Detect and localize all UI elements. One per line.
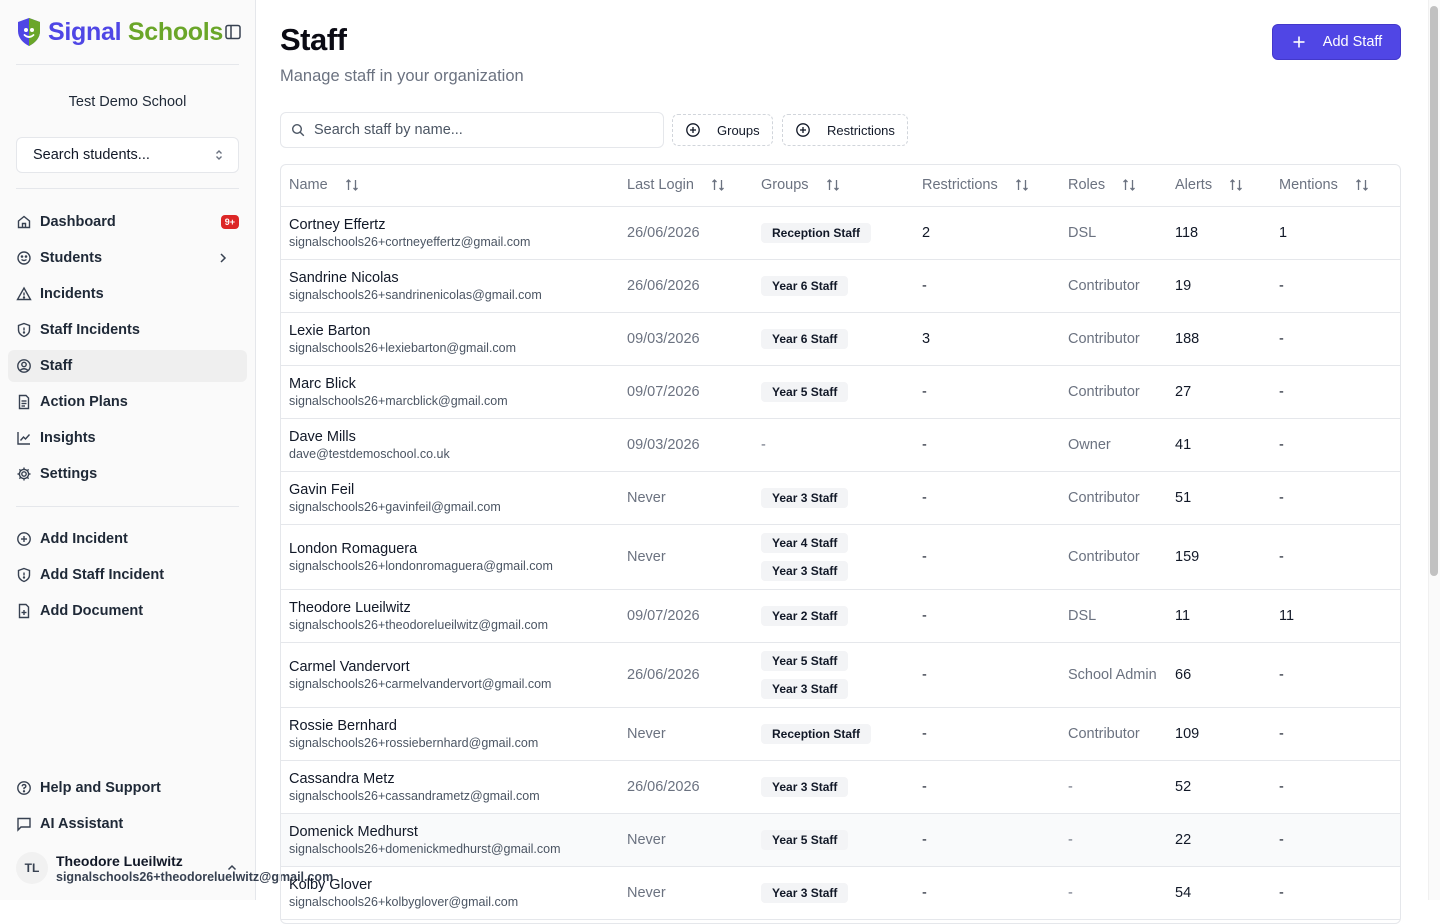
brand-name-part-2: Schools xyxy=(121,17,224,46)
nav-staff-incidents[interactable] xyxy=(8,314,247,346)
cell-role: Contributor xyxy=(1060,471,1167,524)
group-chips xyxy=(761,327,914,351)
student-search-combobox[interactable] xyxy=(16,137,239,173)
group-chip: Year 3 Staff xyxy=(761,561,848,581)
cell-mentions: - xyxy=(1271,418,1400,471)
nav-help-support[interactable] xyxy=(8,772,247,804)
group-chip: Year 5 Staff xyxy=(761,651,848,671)
cell-name xyxy=(281,206,619,259)
group-chips xyxy=(761,828,914,852)
user-info xyxy=(56,852,334,884)
cell-name xyxy=(281,642,619,707)
nav-incidents[interactable] xyxy=(8,278,247,310)
cell-restrictions: - xyxy=(914,418,1060,471)
staff-name: Carmel Vandervort xyxy=(289,658,410,675)
cell-groups xyxy=(753,418,914,471)
file-plus-icon xyxy=(16,603,32,619)
cell-role: Owner xyxy=(1060,418,1167,471)
staff-search-box xyxy=(280,112,664,148)
group-chips xyxy=(761,881,914,905)
cell-last-login: Never xyxy=(619,524,753,589)
cell-restrictions: - xyxy=(914,589,1060,642)
student-search-label: Search students... xyxy=(33,147,150,163)
cell-role: Contributor xyxy=(1060,259,1167,312)
cell-restrictions: - xyxy=(914,866,1060,919)
cell-restrictions: - xyxy=(914,707,1060,760)
column-header-label: Groups xyxy=(761,177,809,194)
sidebar-toggle-icon[interactable] xyxy=(224,23,242,41)
sidebar-divider xyxy=(16,64,239,65)
column-header-inner xyxy=(1279,177,1400,193)
sort-arrows-icon xyxy=(1121,177,1137,193)
alerts-badge: 9+ xyxy=(221,215,239,229)
page-title: Staff xyxy=(280,22,347,57)
staff-name: Domenick Medhurst xyxy=(289,823,418,840)
nav-label: Students xyxy=(40,250,103,266)
cell-name xyxy=(281,312,619,365)
sort-arrows-icon xyxy=(1354,177,1370,193)
cell-groups xyxy=(753,524,914,589)
column-header-label: Roles xyxy=(1068,177,1106,194)
staff-name: Marc Blick xyxy=(289,375,356,392)
group-chip: Reception Staff xyxy=(761,223,871,243)
column-header-label: Mentions xyxy=(1279,177,1338,194)
column-header-restrictions[interactable] xyxy=(914,165,1060,206)
chevron-right-icon xyxy=(215,250,231,266)
nav-label: Help and Support xyxy=(40,780,161,796)
page-scrollbar-thumb[interactable] xyxy=(1430,6,1438,576)
group-chips xyxy=(761,722,914,746)
column-header-alerts[interactable] xyxy=(1167,165,1271,206)
nav-label: Insights xyxy=(40,430,96,446)
cell-groups xyxy=(753,312,914,365)
shield-plus-icon xyxy=(16,567,32,583)
sort-arrows-icon xyxy=(344,177,360,193)
nav-add-incident[interactable] xyxy=(8,523,247,555)
column-header-groups[interactable] xyxy=(753,165,914,206)
cell-last-login: 09/07/2026 xyxy=(619,589,753,642)
nav-label: Staff Incidents xyxy=(40,322,140,338)
search-icon xyxy=(291,123,305,137)
cell-groups xyxy=(753,206,914,259)
cell-restrictions: - xyxy=(914,471,1060,524)
cell-role: - xyxy=(1060,813,1167,866)
brand[interactable] xyxy=(16,16,223,48)
avatar: TL xyxy=(16,852,48,884)
cell-name xyxy=(281,259,619,312)
column-header-label: Name xyxy=(289,177,328,194)
restrictions-filter-button[interactable] xyxy=(782,114,908,146)
add-staff-button[interactable] xyxy=(1272,24,1401,60)
group-chip: Year 3 Staff xyxy=(761,883,848,903)
cell-groups xyxy=(753,259,914,312)
cell-role: Contributor xyxy=(1060,312,1167,365)
cell-groups xyxy=(753,813,914,866)
table-row[interactable] xyxy=(281,642,1400,707)
staff-email: signalschools26+domenickmedhurst@gmail.com xyxy=(289,841,561,856)
cell-mentions: - xyxy=(1271,760,1400,813)
school-name: Test Demo School xyxy=(68,94,187,110)
staff-email: signalschools26+lexiebarton@gmail.com xyxy=(289,340,517,355)
nav-label: Action Plans xyxy=(40,394,128,410)
table-row[interactable] xyxy=(281,206,1400,259)
group-chip: Year 2 Staff xyxy=(761,606,848,626)
cell-mentions: 11 xyxy=(1271,589,1400,642)
cell-mentions: - xyxy=(1271,866,1400,919)
plus-circle-icon xyxy=(685,122,701,138)
cell-restrictions: - xyxy=(914,760,1060,813)
staff-email: signalschools26+rossiebernhard@gmail.com xyxy=(289,735,539,750)
table-row[interactable] xyxy=(281,524,1400,589)
cell-mentions: - xyxy=(1271,259,1400,312)
cell-last-login: 09/07/2026 xyxy=(619,365,753,418)
shield-icon xyxy=(16,322,32,338)
cell-role: DSL xyxy=(1060,589,1167,642)
column-header-label: Alerts xyxy=(1175,177,1213,194)
staff-name: Gavin Feil xyxy=(289,481,355,498)
nav-label: Add Incident xyxy=(40,531,128,547)
staff-email: signalschools26+carmelvandervort@gmail.com xyxy=(289,676,552,691)
table-row[interactable] xyxy=(281,259,1400,312)
sort-arrows-icon xyxy=(1014,177,1030,193)
filter-label: Groups xyxy=(717,122,760,138)
plus-circle-icon xyxy=(16,531,32,547)
cell-role: - xyxy=(1060,760,1167,813)
column-header-roles[interactable] xyxy=(1060,165,1167,206)
column-header-label: Last Login xyxy=(627,177,694,194)
table-header xyxy=(281,165,1400,206)
cell-name xyxy=(281,589,619,642)
cell-groups xyxy=(753,471,914,524)
staff-name: Dave Mills xyxy=(289,428,356,445)
cell-alerts: 19 xyxy=(1167,259,1271,312)
cell-role: DSL xyxy=(1060,206,1167,259)
cell-name xyxy=(281,524,619,589)
staff-name: Sandrine Nicolas xyxy=(289,269,399,286)
cell-name xyxy=(281,760,619,813)
cell-last-login: Never xyxy=(619,813,753,866)
line-chart-icon xyxy=(16,430,32,446)
nav-add-staff-incident[interactable] xyxy=(8,559,247,591)
user-email: signalschools26+theodoreluelwitz@gmail.com xyxy=(56,869,334,884)
cell-last-login: 26/06/2026 xyxy=(619,206,753,259)
cell-mentions: - xyxy=(1271,642,1400,707)
cell-name xyxy=(281,365,619,418)
cell-role: - xyxy=(1060,866,1167,919)
nav-dashboard[interactable] xyxy=(8,206,247,238)
cell-name xyxy=(281,813,619,866)
cell-last-login: 26/06/2026 xyxy=(619,760,753,813)
cell-alerts: 51 xyxy=(1167,471,1271,524)
cell-restrictions: - xyxy=(914,524,1060,589)
cell-groups xyxy=(753,760,914,813)
cell-alerts: 27 xyxy=(1167,365,1271,418)
staff-name: London Romaguera xyxy=(289,540,418,557)
cell-groups xyxy=(753,365,914,418)
group-chips xyxy=(761,221,914,245)
group-chip: Year 3 Staff xyxy=(761,777,848,797)
table-row[interactable] xyxy=(281,813,1400,866)
table-row[interactable] xyxy=(281,418,1400,471)
user-menu[interactable] xyxy=(16,848,334,888)
file-text-icon xyxy=(16,394,32,410)
column-header-mentions[interactable] xyxy=(1271,165,1400,206)
cell-groups xyxy=(753,642,914,707)
staff-email: signalschools26+londonromaguera@gmail.com xyxy=(289,558,553,573)
cell-groups xyxy=(753,707,914,760)
staff-email: signalschools26+cortneyeffertz@gmail.com xyxy=(289,234,531,249)
group-chips xyxy=(761,775,914,799)
brand-name xyxy=(48,18,223,47)
cell-mentions: - xyxy=(1271,524,1400,589)
cell-alerts: 188 xyxy=(1167,312,1271,365)
group-chips xyxy=(761,486,914,510)
user-name: Theodore Lueilwitz xyxy=(56,852,183,869)
plus-circle-icon xyxy=(795,122,811,138)
cell-groups xyxy=(753,589,914,642)
group-chip: Year 4 Staff xyxy=(761,533,848,553)
gear-icon xyxy=(16,466,32,482)
sort-arrows-icon xyxy=(825,177,841,193)
cell-alerts: 41 xyxy=(1167,418,1271,471)
cell-last-login: 26/06/2026 xyxy=(619,642,753,707)
nav-add-document[interactable] xyxy=(8,595,247,627)
nav-label: Add Document xyxy=(40,603,144,619)
smile-icon xyxy=(16,250,32,266)
group-chip: Year 3 Staff xyxy=(761,679,848,699)
home-icon xyxy=(16,214,32,230)
group-chips xyxy=(761,274,914,298)
group-chip: Year 3 Staff xyxy=(761,488,848,508)
help-circle-icon xyxy=(16,780,32,796)
column-header-inner xyxy=(922,177,1060,193)
table-row[interactable] xyxy=(281,760,1400,813)
cell-restrictions: 2 xyxy=(914,206,1060,259)
cell-alerts: 11 xyxy=(1167,589,1271,642)
cell-restrictions: - xyxy=(914,813,1060,866)
staff-table xyxy=(281,165,1400,920)
nav-label: Dashboard xyxy=(40,214,116,230)
group-chip: Reception Staff xyxy=(761,724,871,744)
nav-ai-assistant[interactable] xyxy=(8,808,247,840)
staff-email: signalschools26+theodorelueilwitz@gmail.com xyxy=(289,617,549,632)
column-header-inner xyxy=(761,177,914,193)
sidebar-divider xyxy=(16,506,239,507)
nav-insights[interactable] xyxy=(8,422,247,454)
staff-name: Lexie Barton xyxy=(289,322,371,339)
staff-name: Rossie Bernhard xyxy=(289,717,397,734)
cell-alerts: 22 xyxy=(1167,813,1271,866)
staff-email: signalschools26+kolbyglover@gmail.com xyxy=(289,894,519,909)
column-header-inner xyxy=(627,177,753,193)
group-chips xyxy=(761,649,914,701)
staff-search-input[interactable] xyxy=(314,122,644,138)
cell-name xyxy=(281,707,619,760)
cell-alerts: 52 xyxy=(1167,760,1271,813)
group-chip: Year 5 Staff xyxy=(761,382,848,402)
staff-email: signalschools26+sandrinenicolas@gmail.com xyxy=(289,287,542,302)
chevron-up-icon xyxy=(225,861,239,875)
cell-mentions: 1 xyxy=(1271,206,1400,259)
nav-label: Incidents xyxy=(40,286,104,302)
cell-mentions: - xyxy=(1271,471,1400,524)
cell-last-login: 09/03/2026 xyxy=(619,312,753,365)
table-row[interactable] xyxy=(281,589,1400,642)
filter-label: Restrictions xyxy=(827,122,895,138)
cell-restrictions: - xyxy=(914,365,1060,418)
nav-staff[interactable] xyxy=(8,350,247,382)
table-row[interactable] xyxy=(281,365,1400,418)
cell-last-login: 09/03/2026 xyxy=(619,418,753,471)
cell-name xyxy=(281,866,619,919)
staff-email: signalschools26+marcblick@gmail.com xyxy=(289,393,508,408)
group-chips xyxy=(761,604,914,628)
shield-logo-icon xyxy=(16,17,42,47)
staff-name: Cassandra Metz xyxy=(289,770,395,787)
column-header-last-login[interactable] xyxy=(619,165,753,206)
cell-last-login: Never xyxy=(619,471,753,524)
cell-groups xyxy=(753,866,914,919)
group-chip: Year 6 Staff xyxy=(761,276,848,296)
cell-mentions: - xyxy=(1271,707,1400,760)
message-square-icon xyxy=(16,816,32,832)
add-staff-label: Add Staff xyxy=(1322,34,1383,50)
column-header-inner xyxy=(1175,177,1271,193)
cell-alerts: 159 xyxy=(1167,524,1271,589)
page-subtitle: Manage staff in your organization xyxy=(280,67,524,85)
nav-label: Add Staff Incident xyxy=(40,567,165,583)
sidebar-divider xyxy=(16,188,239,189)
cell-last-login: 26/06/2026 xyxy=(619,259,753,312)
nav-label: AI Assistant xyxy=(40,816,124,832)
cell-restrictions: - xyxy=(914,259,1060,312)
group-chips xyxy=(761,531,914,583)
staff-name: Kolby Glover xyxy=(289,876,373,893)
nav-settings[interactable] xyxy=(8,458,247,490)
column-header-name[interactable] xyxy=(281,165,619,206)
cell-last-login: Never xyxy=(619,866,753,919)
nav-action-plans[interactable] xyxy=(8,386,247,418)
cell-alerts: 109 xyxy=(1167,707,1271,760)
sort-arrows-icon xyxy=(1228,177,1244,193)
cell-name xyxy=(281,418,619,471)
cell-mentions: - xyxy=(1271,365,1400,418)
cell-role: Contributor xyxy=(1060,707,1167,760)
table-row[interactable] xyxy=(281,866,1400,919)
cell-role: School Admin xyxy=(1060,642,1167,707)
brand-name-part-1: Signal xyxy=(48,17,122,46)
group-chip: Year 6 Staff xyxy=(761,329,848,349)
groups-empty: - xyxy=(761,436,766,453)
groups-filter-button[interactable] xyxy=(672,114,773,146)
table-body xyxy=(281,206,1400,919)
staff-email: dave@testdemoschool.co.uk xyxy=(289,446,450,461)
chevrons-up-down-icon xyxy=(212,148,226,162)
cell-restrictions: - xyxy=(914,642,1060,707)
cell-alerts: 54 xyxy=(1167,866,1271,919)
table-row[interactable] xyxy=(281,707,1400,760)
cell-restrictions: 3 xyxy=(914,312,1060,365)
user-circle-icon xyxy=(16,358,32,374)
staff-email: signalschools26+gavinfeil@gmail.com xyxy=(289,499,501,514)
table-row[interactable] xyxy=(281,312,1400,365)
nav-label: Settings xyxy=(40,466,98,482)
column-header-inner xyxy=(1068,177,1167,193)
staff-table-container xyxy=(280,164,1401,924)
nav-label: Staff xyxy=(40,358,73,374)
table-row[interactable] xyxy=(281,471,1400,524)
staff-name: Cortney Effertz xyxy=(289,216,386,233)
cell-mentions: - xyxy=(1271,813,1400,866)
cell-mentions: - xyxy=(1271,312,1400,365)
cell-name xyxy=(281,471,619,524)
cell-role: Contributor xyxy=(1060,365,1167,418)
group-chips xyxy=(761,380,914,404)
column-header-inner xyxy=(289,177,619,193)
nav-students[interactable] xyxy=(8,242,247,274)
sort-arrows-icon xyxy=(710,177,726,193)
cell-alerts: 66 xyxy=(1167,642,1271,707)
group-chip: Year 5 Staff xyxy=(761,830,848,850)
cell-alerts: 118 xyxy=(1167,206,1271,259)
staff-name: Theodore Lueilwitz xyxy=(289,599,411,616)
staff-email: signalschools26+cassandrametz@gmail.com xyxy=(289,788,540,803)
warning-triangle-icon xyxy=(16,286,32,302)
cell-role: Contributor xyxy=(1060,524,1167,589)
cell-last-login: Never xyxy=(619,707,753,760)
column-header-label: Restrictions xyxy=(922,177,998,194)
plus-icon xyxy=(1291,34,1307,50)
